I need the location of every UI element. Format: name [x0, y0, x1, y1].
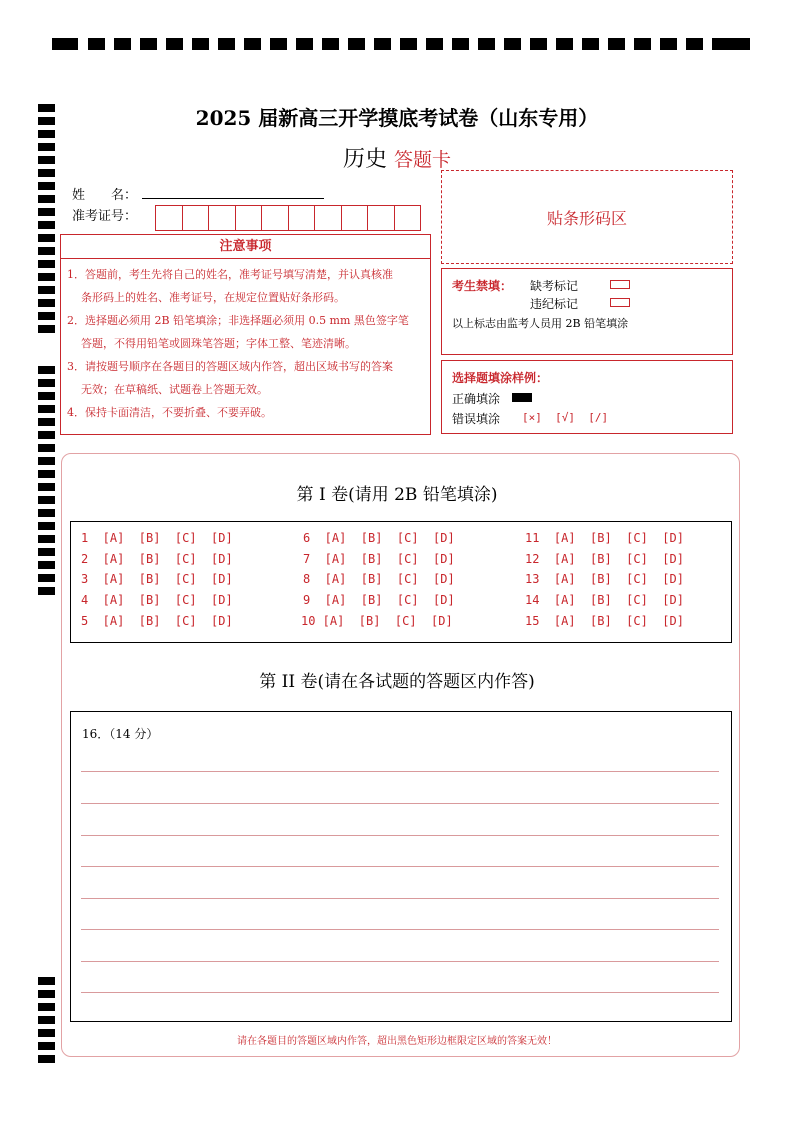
choice-question[interactable]: 6 [A] [B] [C] [D] — [303, 531, 455, 545]
absent-mark-box[interactable] — [610, 280, 630, 289]
violation-mark-box[interactable] — [610, 298, 630, 307]
choice-question[interactable]: 14 [A] [B] [C] [D] — [525, 593, 684, 607]
barcode-area — [441, 170, 733, 264]
notice-item: 3．请按题号顺序在各题目的答题区域内作答，超出区域书写的答案 — [67, 360, 393, 373]
choice-question[interactable]: 10 [A] [B] [C] [D] — [301, 614, 453, 628]
section2-title: 第 II 卷(请在各试题的答题区内作答) — [259, 672, 535, 692]
writing-line — [81, 961, 719, 962]
top-timing-marks — [52, 38, 750, 50]
choice-question[interactable]: 8 [A] [B] [C] [D] — [303, 572, 455, 586]
subject-name: 历史 — [342, 147, 387, 172]
footer-warning: 请在各题目的答题区域内作答，超出黑色矩形边框限定区域的答案无效！ — [237, 1036, 557, 1047]
notice-item: 无效；在草稿纸、试题卷上答题无效。 — [81, 383, 268, 396]
fill-sample-box — [441, 360, 733, 434]
notice-item: 4．保持卡面清洁，不要折叠、不要弄破。 — [67, 406, 272, 419]
ban-heading: 考生禁填： — [452, 279, 513, 293]
correct-fill-sample — [512, 393, 532, 402]
choice-question[interactable]: 12 [A] [B] [C] [D] — [525, 552, 684, 566]
writing-line — [81, 771, 719, 772]
writing-line — [81, 898, 719, 899]
choice-question[interactable]: 9 [A] [B] [C] [D] — [303, 593, 455, 607]
exam-id-boxes[interactable] — [155, 205, 421, 231]
violation-label: 违纪标记 — [530, 297, 579, 311]
name-label: 姓 名： — [72, 188, 138, 203]
section1-title: 第 I 卷(请用 2B 铅笔填涂) — [296, 485, 498, 505]
name-field[interactable] — [142, 198, 324, 199]
choice-answer-box — [70, 521, 732, 643]
notice-item: 答题，不得用铅笔或圆珠笔答题；字体工整、笔迹清晰。 — [81, 337, 356, 350]
notice-box — [60, 259, 431, 435]
question-16-label: 16．（14 分） — [82, 727, 159, 741]
choice-question[interactable]: 7 [A] [B] [C] [D] — [303, 552, 455, 566]
absent-label: 缺考标记 — [530, 279, 579, 293]
card-label: 答题卡 — [394, 149, 452, 171]
writing-line — [81, 929, 719, 930]
sample-heading: 选择题填涂样例： — [452, 371, 549, 385]
writing-line — [81, 992, 719, 993]
exam-id-label: 准考证号： — [72, 209, 138, 224]
page-title: 2025 届新高三开学摸底考试卷（山东专用） — [195, 106, 599, 130]
choice-question[interactable]: 13 [A] [B] [C] [D] — [525, 572, 684, 586]
ban-note: 以上标志由监考人员用 2B 铅笔填涂 — [452, 317, 629, 330]
notice-item: 2．选择题必须用 2B 铅笔填涂；非选择题必须用 0.5 mm 黑色签字笔 — [67, 314, 409, 327]
essay-answer-box[interactable] — [70, 711, 732, 1022]
notice-item: 条形码上的姓名、准考证号，在规定位置贴好条形码。 — [81, 291, 345, 304]
ban-box — [441, 268, 733, 355]
subject-title — [0, 142, 794, 173]
wrong-fill-samples: [×] [√] [/] — [522, 411, 609, 424]
writing-line — [81, 835, 719, 836]
barcode-label: 贴条形码区 — [546, 208, 627, 228]
choice-question[interactable]: 2 [A] [B] [C] [D] — [81, 552, 233, 566]
notice-heading: 注意事项 — [60, 234, 431, 259]
choice-question[interactable]: 1 [A] [B] [C] [D] — [81, 531, 233, 545]
wrong-fill-label: 错误填涂 — [452, 412, 501, 426]
choice-question[interactable]: 5 [A] [B] [C] [D] — [81, 614, 233, 628]
writing-line — [81, 866, 719, 867]
choice-question[interactable]: 3 [A] [B] [C] [D] — [81, 572, 233, 586]
correct-fill-label: 正确填涂 — [452, 392, 501, 406]
choice-question[interactable]: 15 [A] [B] [C] [D] — [525, 614, 684, 628]
choice-question[interactable]: 11 [A] [B] [C] [D] — [525, 531, 684, 545]
choice-question[interactable]: 4 [A] [B] [C] [D] — [81, 593, 233, 607]
notice-item: 1．答题前，考生先将自己的姓名，准考证号填写清楚，并认真核准 — [67, 268, 393, 281]
writing-line — [81, 803, 719, 804]
